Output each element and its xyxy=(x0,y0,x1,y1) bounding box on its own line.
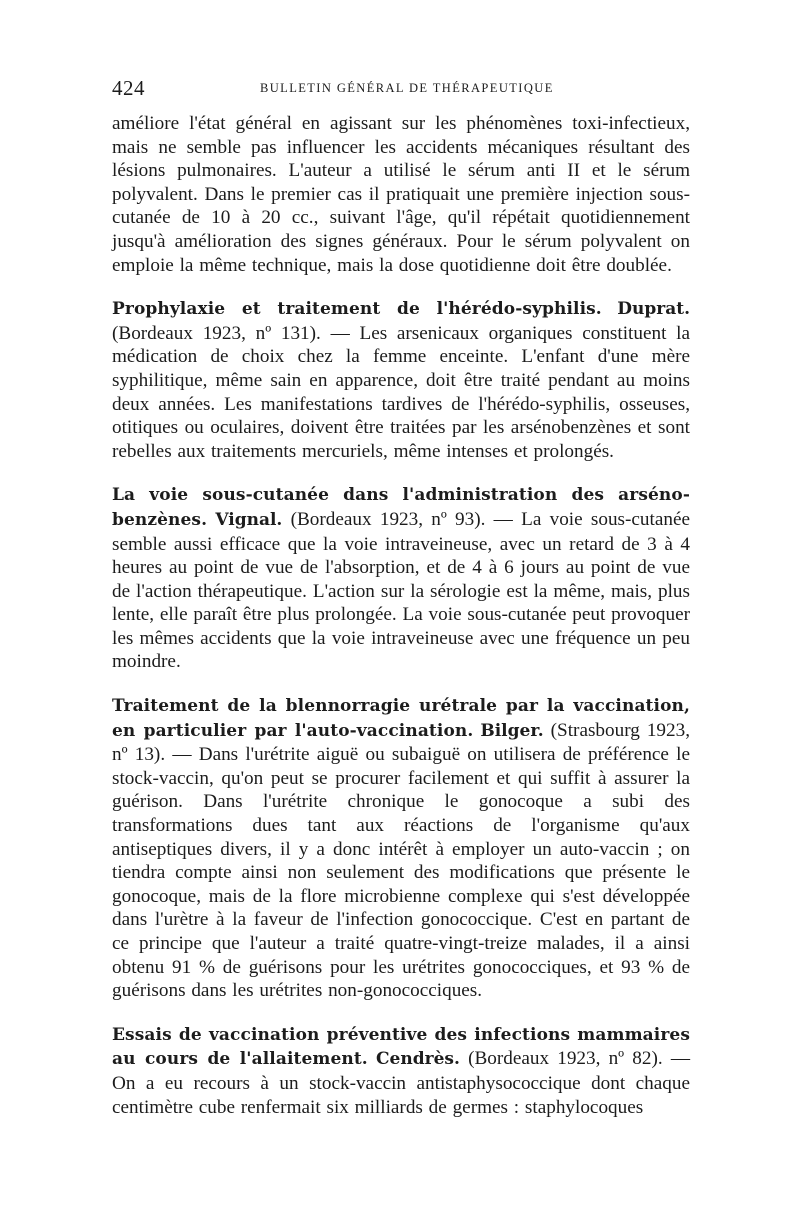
abstract-text: (Bordeaux 1923, nº 82). — On a eu recours à un stock-vaccin antistaphysococcique dont chaque centimètre cube renfermait six milliards de germes : staphylocoques xyxy=(112,1048,691,1118)
abstract-author: Bilger. xyxy=(480,720,544,741)
abstract-text: (Bordeaux 1923, nº 93). — La voie sous-cutanée semble aussi efficace que la voie intraveineuse, avec un retard de 3 à 4 heures au point de vue de l'absorption, et de 4 à 6 jours au point de vue de l'action thérapeutique. L'action sur la sérologie est la même, mais, plus lente, elle paraît être plus prolongée. La voie sous-cutanée peut provoquer les mêmes accidents que la voie intraveineuse avec une fréquence un peu moindre. xyxy=(112,508,690,673)
abstract-text: (Bordeaux 1923, nº 131). — Les arsenicaux organiques constituent la médication de choix chez la femme enceinte. L'enfant d'une mère syphilitique, même sain en apparence, doit être traité pendant au moins deux années. Les manifestations tardives de l'hérédo-syphilis, osseuses, otitiques ou oculaires, doivent être traitées par les arsénobenzènes et sont rebelles aux traitements mercuriels, même intenses et prolongés. xyxy=(112,322,690,462)
abstract-infections-mammaires xyxy=(112,1023,690,1119)
abstract-blennorragie xyxy=(112,694,690,1003)
abstract-voie-sous-cutanee xyxy=(112,483,690,674)
abstract-author: Cendrès. xyxy=(376,1049,460,1070)
abstract-text: (Strasbourg 1923, nº 13). — Dans l'urétrite aiguë ou subaiguë on utilisera de préférence le stock-vaccin, qu'on peut se procurer facilement et qui suffit à assurer la guérison. Dans l'urétrite chronique le gonocoque a subi des transformations dues tant aux réactions de l'organisme qu'aux antiseptiques divers, il y a donc intérêt à employer un auto-vaccin ; on tiendra compte ainsi non seulement des modifications que présente le gonocoque, mais de la flore microbienne complexe qui s'est développée dans l'urètre à la faveur de l'infection gonococcique. C'est en partant de ce principe que l'auteur a traité quatre-vingt-treize malades, il a ainsi obtenu 91 % de guérisons pour les urétrites gonococciques, et 93 % de guérisons dans les urétrites non-gonococciques. xyxy=(112,719,690,1002)
abstract-title: Traitement de la blennorragie urétrale par la vaccination, en particulier par l'auto-vaccination. xyxy=(112,696,690,741)
abstract-author: Vignal. xyxy=(215,509,283,530)
abstract-author: Duprat. xyxy=(617,299,691,320)
abstract-title: Prophylaxie et traitement de l'hérédo-syphilis. xyxy=(112,299,602,320)
article-body xyxy=(112,112,690,1119)
running-title: BULLETIN GÉNÉRAL DE THÉRAPEUTIQUE xyxy=(260,81,554,95)
page-header xyxy=(112,76,690,100)
abstract-heredo-syphilis xyxy=(112,297,690,463)
intro-paragraph: améliore l'état général en agissant sur les phénomènes toxi-infectieux, mais ne semble pas influencer les accidents mécaniques résultant des lésions pulmonaires. L'auteur a utilisé le sérum anti II et le sérum polyvalent. Dans le premier cas il pratiquait une première injection sous-cutanée de 10 à 20 cc., suivant l'âge, qu'il répétait quotidiennement jusqu'à amélioration des signes généraux. Pour le sérum polyvalent on emploie la même technique, mais la dose quotidienne doit être doublée. xyxy=(112,113,690,276)
page-number: 424 xyxy=(112,76,145,100)
abstract-title: La voie sous-cutanée dans l'administration des arséno-benzènes. xyxy=(112,485,690,530)
abstract-title: Essais de vaccination préventive des infections mammaires au cours de l'allaitement. xyxy=(112,1024,690,1070)
